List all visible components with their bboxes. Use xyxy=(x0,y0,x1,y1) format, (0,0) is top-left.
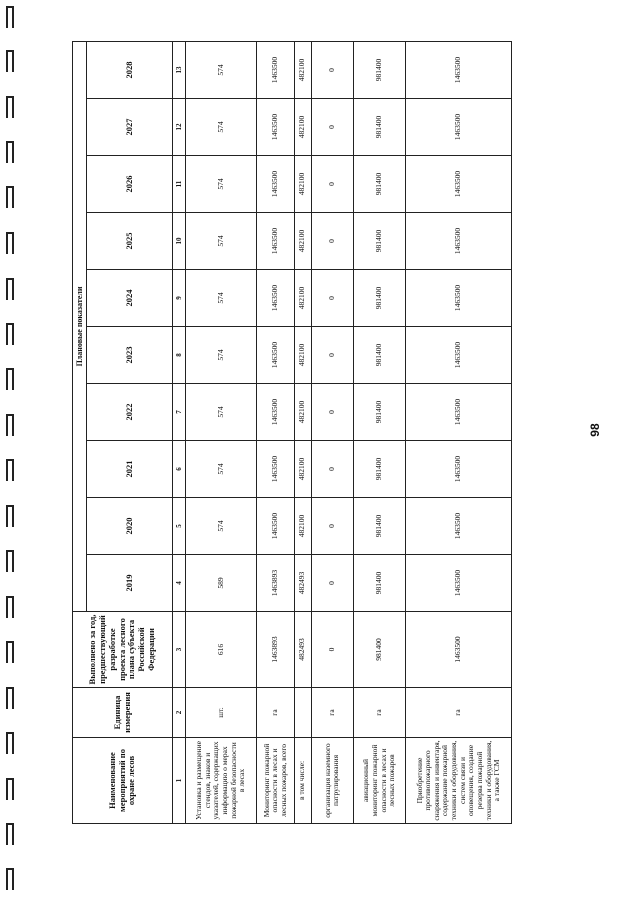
binder-hole xyxy=(6,278,14,300)
table-row xyxy=(354,41,406,823)
column-number: 3 xyxy=(173,612,186,688)
binder-hole xyxy=(6,186,14,208)
column-number: 11 xyxy=(173,156,186,213)
binder-hole xyxy=(6,823,14,845)
header-year: 2019 xyxy=(87,555,173,612)
row-planned-value: 1463500 xyxy=(257,384,295,441)
row-unit: га xyxy=(406,688,512,738)
column-number: 2 xyxy=(173,688,186,738)
row-planned-value: 482493 xyxy=(294,555,311,612)
row-unit: га xyxy=(311,688,354,738)
row-planned-value: 482100 xyxy=(294,327,311,384)
row-planned-value: 589 xyxy=(186,555,257,612)
row-planned-value: 1463500 xyxy=(257,498,295,555)
row-planned-value: 981400 xyxy=(354,270,406,327)
row-done-value: 981400 xyxy=(354,612,406,688)
row-planned-value: 482100 xyxy=(294,270,311,327)
row-done-value: 482493 xyxy=(294,612,311,688)
column-number: 7 xyxy=(173,384,186,441)
header-year: 2028 xyxy=(87,41,173,98)
binder-hole xyxy=(6,641,14,663)
table-row xyxy=(406,41,512,823)
table-row xyxy=(311,41,354,823)
table-wrapper xyxy=(72,42,512,824)
row-planned-value: 574 xyxy=(186,41,257,98)
row-planned-value: 0 xyxy=(311,99,354,156)
column-number: 5 xyxy=(173,498,186,555)
row-done-value: 1463893 xyxy=(257,612,295,688)
header-year: 2027 xyxy=(87,99,173,156)
table-row xyxy=(186,41,257,823)
row-planned-value: 574 xyxy=(186,384,257,441)
row-done-value: 1463500 xyxy=(406,612,512,688)
row-planned-value: 482100 xyxy=(294,99,311,156)
row-planned-value: 981400 xyxy=(354,555,406,612)
binder-hole xyxy=(6,596,14,618)
binder-margin xyxy=(4,0,22,905)
header-unit: Единица измерения xyxy=(73,688,173,738)
binder-hole xyxy=(6,232,14,254)
row-planned-value: 574 xyxy=(186,270,257,327)
header-year: 2025 xyxy=(87,213,173,270)
row-planned-value: 1463500 xyxy=(406,213,512,270)
binder-hole xyxy=(6,323,14,345)
page-number: 98 xyxy=(588,423,602,437)
header-name: Наименование мероприятий по охране лесов xyxy=(73,738,173,824)
row-planned-value: 574 xyxy=(186,156,257,213)
row-planned-value: 1463500 xyxy=(406,384,512,441)
binder-hole xyxy=(6,505,14,527)
binder-hole xyxy=(6,368,14,390)
binder-hole xyxy=(6,868,14,890)
row-planned-value: 1463500 xyxy=(406,498,512,555)
row-planned-value: 1463500 xyxy=(406,555,512,612)
row-planned-value: 1463500 xyxy=(406,41,512,98)
column-number: 9 xyxy=(173,270,186,327)
binder-hole xyxy=(6,50,14,72)
header-year: 2026 xyxy=(87,156,173,213)
row-unit: га xyxy=(354,688,406,738)
row-planned-value: 1463500 xyxy=(406,441,512,498)
row-planned-value: 574 xyxy=(186,213,257,270)
column-number: 12 xyxy=(173,99,186,156)
row-planned-value: 482100 xyxy=(294,41,311,98)
row-unit: га xyxy=(257,688,295,738)
row-name: авиационный мониторинг пожарной опасности в лесах и лесных пожаров xyxy=(354,738,406,824)
row-planned-value: 981400 xyxy=(354,384,406,441)
row-unit: шт. xyxy=(186,688,257,738)
column-number: 6 xyxy=(173,441,186,498)
binder-hole xyxy=(6,96,14,118)
binder-hole xyxy=(6,732,14,754)
binder-hole xyxy=(6,414,14,436)
binder-hole xyxy=(6,778,14,800)
row-planned-value: 1463500 xyxy=(406,327,512,384)
row-planned-value: 0 xyxy=(311,213,354,270)
row-planned-value: 1463500 xyxy=(406,270,512,327)
row-name: в том числе: xyxy=(294,738,311,824)
row-planned-value: 0 xyxy=(311,555,354,612)
row-planned-value: 1463893 xyxy=(257,555,295,612)
column-number: 8 xyxy=(173,327,186,384)
binder-hole xyxy=(6,6,14,28)
row-planned-value: 981400 xyxy=(354,99,406,156)
row-name: Приобретение противопожарного снаряжения и инвентаря, содержание пожарной техники и оборудования, систем связи и оповещения, создание резерва пожарной техники и оборудования, а также ГСМ xyxy=(406,738,512,824)
header-year: 2021 xyxy=(87,441,173,498)
row-planned-value: 0 xyxy=(311,384,354,441)
row-planned-value: 1463500 xyxy=(257,270,295,327)
header-year: 2023 xyxy=(87,327,173,384)
binder-hole xyxy=(6,687,14,709)
row-planned-value: 1463500 xyxy=(257,99,295,156)
row-planned-value: 574 xyxy=(186,99,257,156)
binder-hole xyxy=(6,141,14,163)
forest-protection-table xyxy=(72,41,512,824)
row-planned-value: 981400 xyxy=(354,327,406,384)
column-number: 10 xyxy=(173,213,186,270)
row-planned-value: 1463500 xyxy=(406,99,512,156)
row-planned-value: 574 xyxy=(186,498,257,555)
row-planned-value: 0 xyxy=(311,327,354,384)
row-planned-value: 482100 xyxy=(294,213,311,270)
row-name: Мониторинг пожарной опасности в лесах и лесных пожаров, всего xyxy=(257,738,295,824)
row-planned-value: 1463500 xyxy=(257,327,295,384)
row-planned-value: 482100 xyxy=(294,156,311,213)
row-name: Установка и размещение стендов, знаков и указателей, содержащих информацию о мерах пожарной безопасности в лесах xyxy=(186,738,257,824)
row-planned-value: 981400 xyxy=(354,498,406,555)
column-number: 4 xyxy=(173,555,186,612)
binder-hole xyxy=(6,459,14,481)
binder-hole xyxy=(6,550,14,572)
row-planned-value: 0 xyxy=(311,41,354,98)
column-number: 1 xyxy=(173,738,186,824)
row-planned-value: 981400 xyxy=(354,213,406,270)
table-row xyxy=(294,41,311,823)
row-unit xyxy=(294,688,311,738)
row-planned-value: 574 xyxy=(186,441,257,498)
header-year: 2024 xyxy=(87,270,173,327)
table-row xyxy=(257,41,295,823)
row-planned-value: 482100 xyxy=(294,498,311,555)
row-planned-value: 1463500 xyxy=(257,41,295,98)
row-planned-value: 981400 xyxy=(354,441,406,498)
row-done-value: 616 xyxy=(186,612,257,688)
row-planned-value: 574 xyxy=(186,327,257,384)
header-done: Выполнено за год, предшествующий разработке проекта лесного плана субъекта Российской Федерации xyxy=(73,612,173,688)
row-planned-value: 0 xyxy=(311,156,354,213)
row-planned-value: 0 xyxy=(311,270,354,327)
row-planned-value: 1463500 xyxy=(257,156,295,213)
column-number: 13 xyxy=(173,41,186,98)
row-done-value: 0 xyxy=(311,612,354,688)
row-planned-value: 1463500 xyxy=(257,213,295,270)
header-year: 2020 xyxy=(87,498,173,555)
row-planned-value: 482100 xyxy=(294,441,311,498)
row-planned-value: 1463500 xyxy=(406,156,512,213)
row-planned-value: 0 xyxy=(311,441,354,498)
row-planned-value: 0 xyxy=(311,498,354,555)
row-name: организация наземного патрулирования xyxy=(311,738,354,824)
header-year: 2022 xyxy=(87,384,173,441)
header-planned: Плановые показатели xyxy=(73,41,87,611)
row-planned-value: 981400 xyxy=(354,41,406,98)
row-planned-value: 981400 xyxy=(354,156,406,213)
row-planned-value: 1463500 xyxy=(257,441,295,498)
row-planned-value: 482100 xyxy=(294,384,311,441)
